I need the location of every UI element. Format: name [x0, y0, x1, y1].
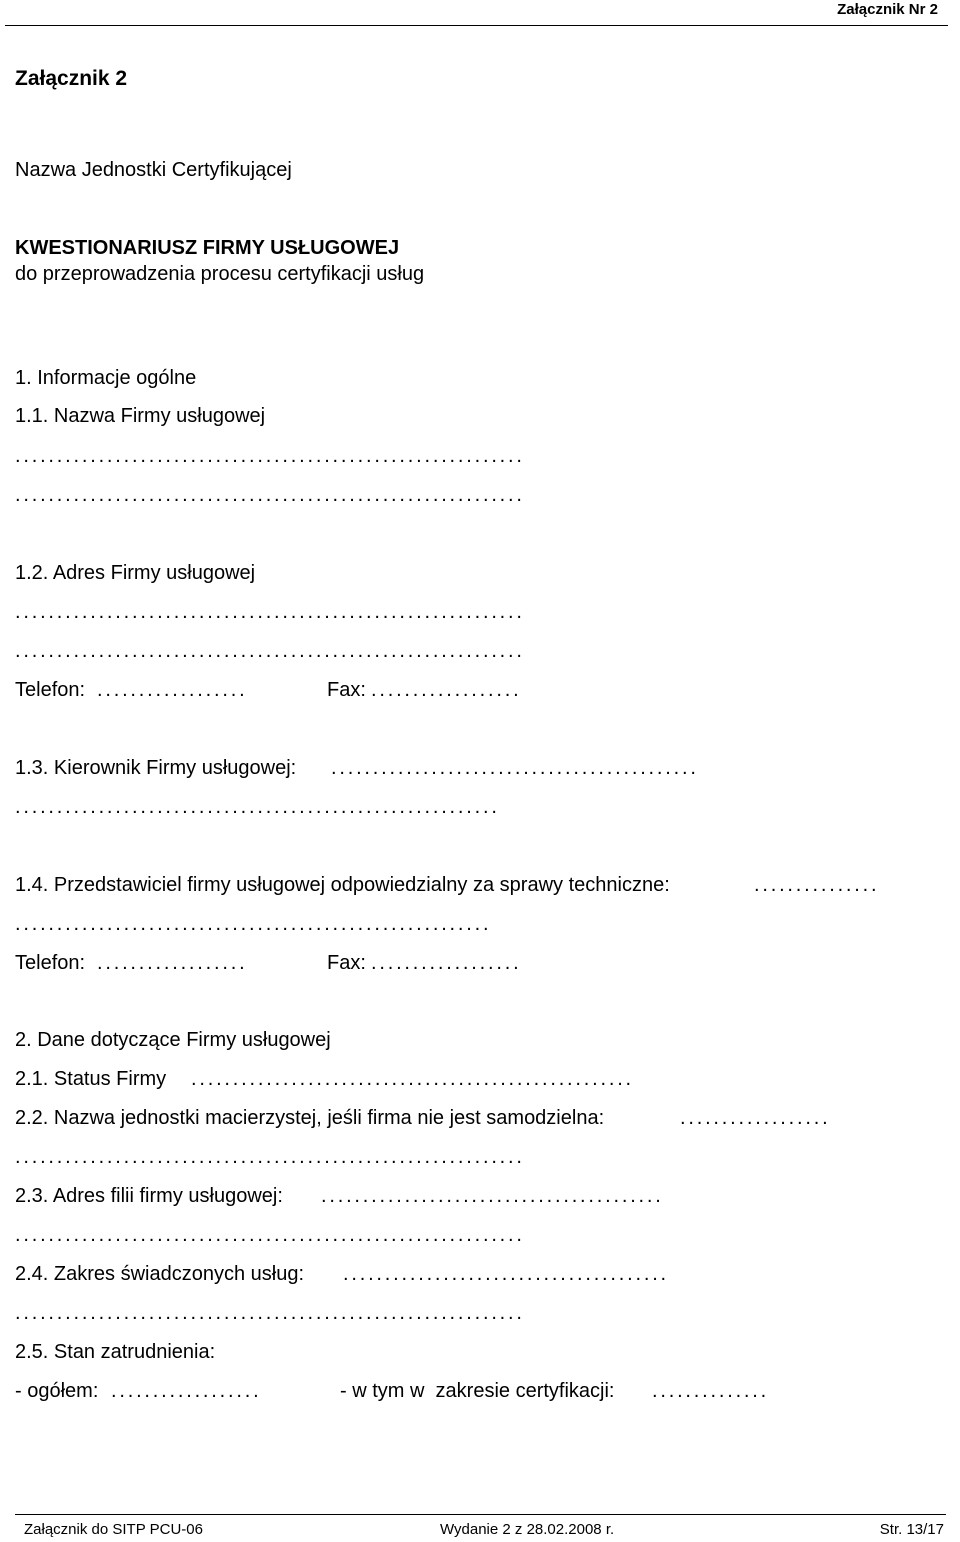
fill-line[interactable]: .......................................	[343, 1263, 669, 1285]
fill-line[interactable]: ............................................	[331, 757, 699, 779]
fill-line[interactable]: .............................................................	[15, 1146, 525, 1168]
annex-header-label: Załącznik Nr 2	[837, 1, 938, 18]
footer-edition: Wydanie 2 z 28.02.2008 r.	[440, 1521, 615, 1538]
question-2-1-label: 2.1. Status Firmy	[15, 1068, 167, 1090]
fill-line[interactable]: ..................	[680, 1107, 831, 1129]
question-2-4-label: 2.4. Zakres świadczonych usług:	[15, 1263, 305, 1285]
fill-line[interactable]: .............................................................	[15, 484, 525, 506]
fill-line[interactable]: .............................................................	[15, 640, 525, 662]
employment-certification-label: - w tym w zakresie certyfikacji:	[340, 1380, 615, 1402]
fill-line[interactable]: .............................................................	[15, 445, 525, 467]
phone-label: Telefon:	[15, 679, 86, 701]
footer-document-ref: Załącznik do SITP PCU-06	[24, 1521, 203, 1538]
fill-line[interactable]: .............................................................	[15, 1302, 525, 1324]
fill-line[interactable]: .....................................................	[191, 1068, 634, 1090]
page-title: Załącznik 2	[15, 67, 128, 90]
employment-total-label: - ogółem:	[15, 1380, 99, 1402]
questionnaire-subheading: do przeprowadzenia procesu certyfikacji usług	[15, 263, 425, 285]
question-2-5-label: 2.5. Stan zatrudnienia:	[15, 1341, 216, 1363]
phone-fill[interactable]: ..................	[97, 952, 248, 974]
question-1-1-label: 1.1. Nazwa Firmy usługowej	[15, 405, 266, 427]
fill-line[interactable]: .........................................................	[15, 913, 492, 935]
fax-label: Fax:	[327, 952, 366, 974]
fill-line[interactable]: ..........................................................	[15, 796, 500, 818]
fill-line[interactable]: ...............	[754, 874, 880, 896]
phone-fill[interactable]: ..................	[97, 679, 248, 701]
question-1-4-label: 1.4. Przedstawiciel firmy usługowej odpowiedzialny za sprawy techniczne:	[15, 874, 670, 896]
section-1-heading: 1. Informacje ogólne	[15, 367, 197, 389]
question-1-2-label: 1.2. Adres Firmy usługowej	[15, 562, 256, 584]
fill-line[interactable]: .............................................................	[15, 601, 525, 623]
certifying-unit-name: Nazwa Jednostki Certyfikującej	[15, 159, 292, 181]
question-2-3-label: 2.3. Adres filii firmy usługowej:	[15, 1185, 283, 1207]
fax-fill[interactable]: ..................	[371, 679, 522, 701]
section-2-heading: 2. Dane dotyczące Firmy usługowej	[15, 1029, 331, 1051]
fax-label: Fax:	[327, 679, 366, 701]
employment-certification-fill[interactable]: ..............	[652, 1380, 769, 1402]
footer-divider	[15, 1514, 946, 1515]
footer-page-number: Str. 13/17	[879, 1521, 944, 1538]
header-divider	[5, 25, 948, 26]
fill-line[interactable]: .............................................................	[15, 1224, 525, 1246]
question-1-3-label: 1.3. Kierownik Firmy usługowej:	[15, 757, 297, 779]
employment-total-fill[interactable]: ..................	[111, 1380, 262, 1402]
questionnaire-heading: KWESTIONARIUSZ FIRMY USŁUGOWEJ	[15, 237, 400, 259]
question-2-2-label: 2.2. Nazwa jednostki macierzystej, jeśli firma nie jest samodzielna:	[15, 1107, 605, 1129]
fill-line[interactable]: .........................................	[321, 1185, 664, 1207]
fax-fill[interactable]: ..................	[371, 952, 522, 974]
phone-label: Telefon:	[15, 952, 86, 974]
